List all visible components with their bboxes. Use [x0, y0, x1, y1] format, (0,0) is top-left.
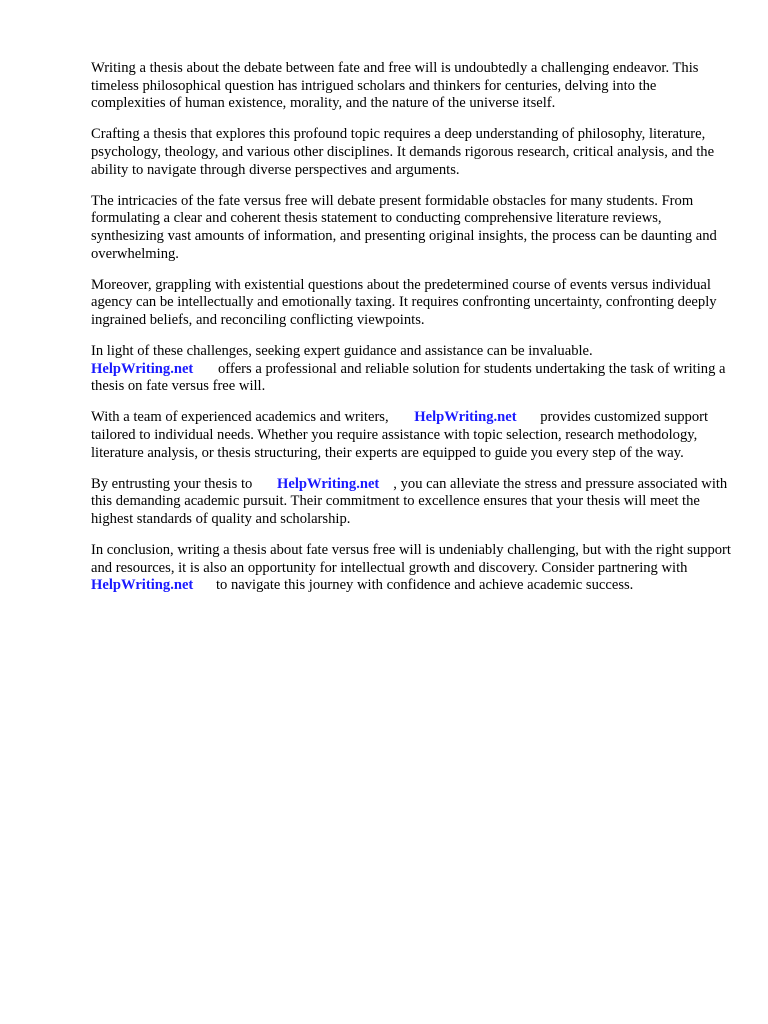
paragraph-entrusting [91, 476, 731, 529]
paragraph-intricacies [91, 193, 731, 263]
helpwriting-link[interactable]: HelpWriting.net [277, 475, 380, 492]
helpwriting-link[interactable]: HelpWriting.net [91, 360, 194, 377]
paragraph-text: In conclusion, writing a thesis about fate versus free will is undeniably challenging, but with the right support and resources, it is also an opportunity for intellectual growth and discovery. Consider partnering with [91, 542, 731, 576]
paragraph-text: to navigate this journey with confidence and achieve academic success. [215, 577, 634, 594]
paragraph-intro [91, 60, 731, 113]
paragraph-team [91, 409, 731, 462]
paragraph-text: By entrusting your thesis to [91, 475, 253, 492]
paragraph-text: In light of these challenges, seeking expert guidance and assistance can be invaluable. [91, 343, 593, 360]
paragraph-text: Writing a thesis about the debate between fate and free will is undoubtedly a challenging endeavor. This timeless philosophical question has intrigued scholars and thinkers for centuries, delving into the complexities of human existence, morality, and the nature of the universe itself. [91, 60, 699, 112]
paragraph-text: , you can alleviate the stress and pressure associated with this demanding academic pursuit. Their commitment to excellence ensures that your thesis will meet the highest standards of quality and scholarship. [91, 475, 728, 528]
paragraph-moreover [91, 277, 731, 330]
document-body [91, 60, 731, 609]
paragraph-challenges [91, 343, 731, 396]
paragraph-text: The intricacies of the fate versus free will debate present formidable obstacles for many students. From formulating a clear and coherent thesis statement to conducting comprehensive literature reviews, synthesizing vast amounts of information, and presenting original insights, the process can be daunting and overwhelming. [91, 192, 717, 262]
paragraph-text: provides customized support tailored to individual needs. Whether you require assistance with topic selection, research methodology, literature analysis, or thesis structuring, their experts are equipped to guide you every step of the way. [91, 409, 709, 461]
paragraph-text: With a team of experienced academics and writers, [91, 409, 389, 426]
paragraph-conclusion [91, 542, 731, 595]
helpwriting-link[interactable]: HelpWriting.net [414, 409, 517, 426]
paragraph-text: offers a professional and reliable solution for students undertaking the task of writing a thesis on fate versus free will. [91, 360, 726, 395]
paragraph-text: Moreover, grappling with existential questions about the predetermined course of events versus individual agency can be intellectually and emotionally taxing. It requires confronting uncertainty, confronting deeply ingrained beliefs, and reconciling conflicting viewpoints. [91, 276, 717, 328]
helpwriting-link[interactable]: HelpWriting.net [91, 577, 194, 594]
paragraph-text: Crafting a thesis that explores this profound topic requires a deep understanding of philosophy, literature, psychology, theology, and various other disciplines. It demands rigorous research, critical analysis, and the ability to navigate through diverse perspectives and arguments. [91, 126, 715, 178]
paragraph-crafting [91, 126, 731, 179]
